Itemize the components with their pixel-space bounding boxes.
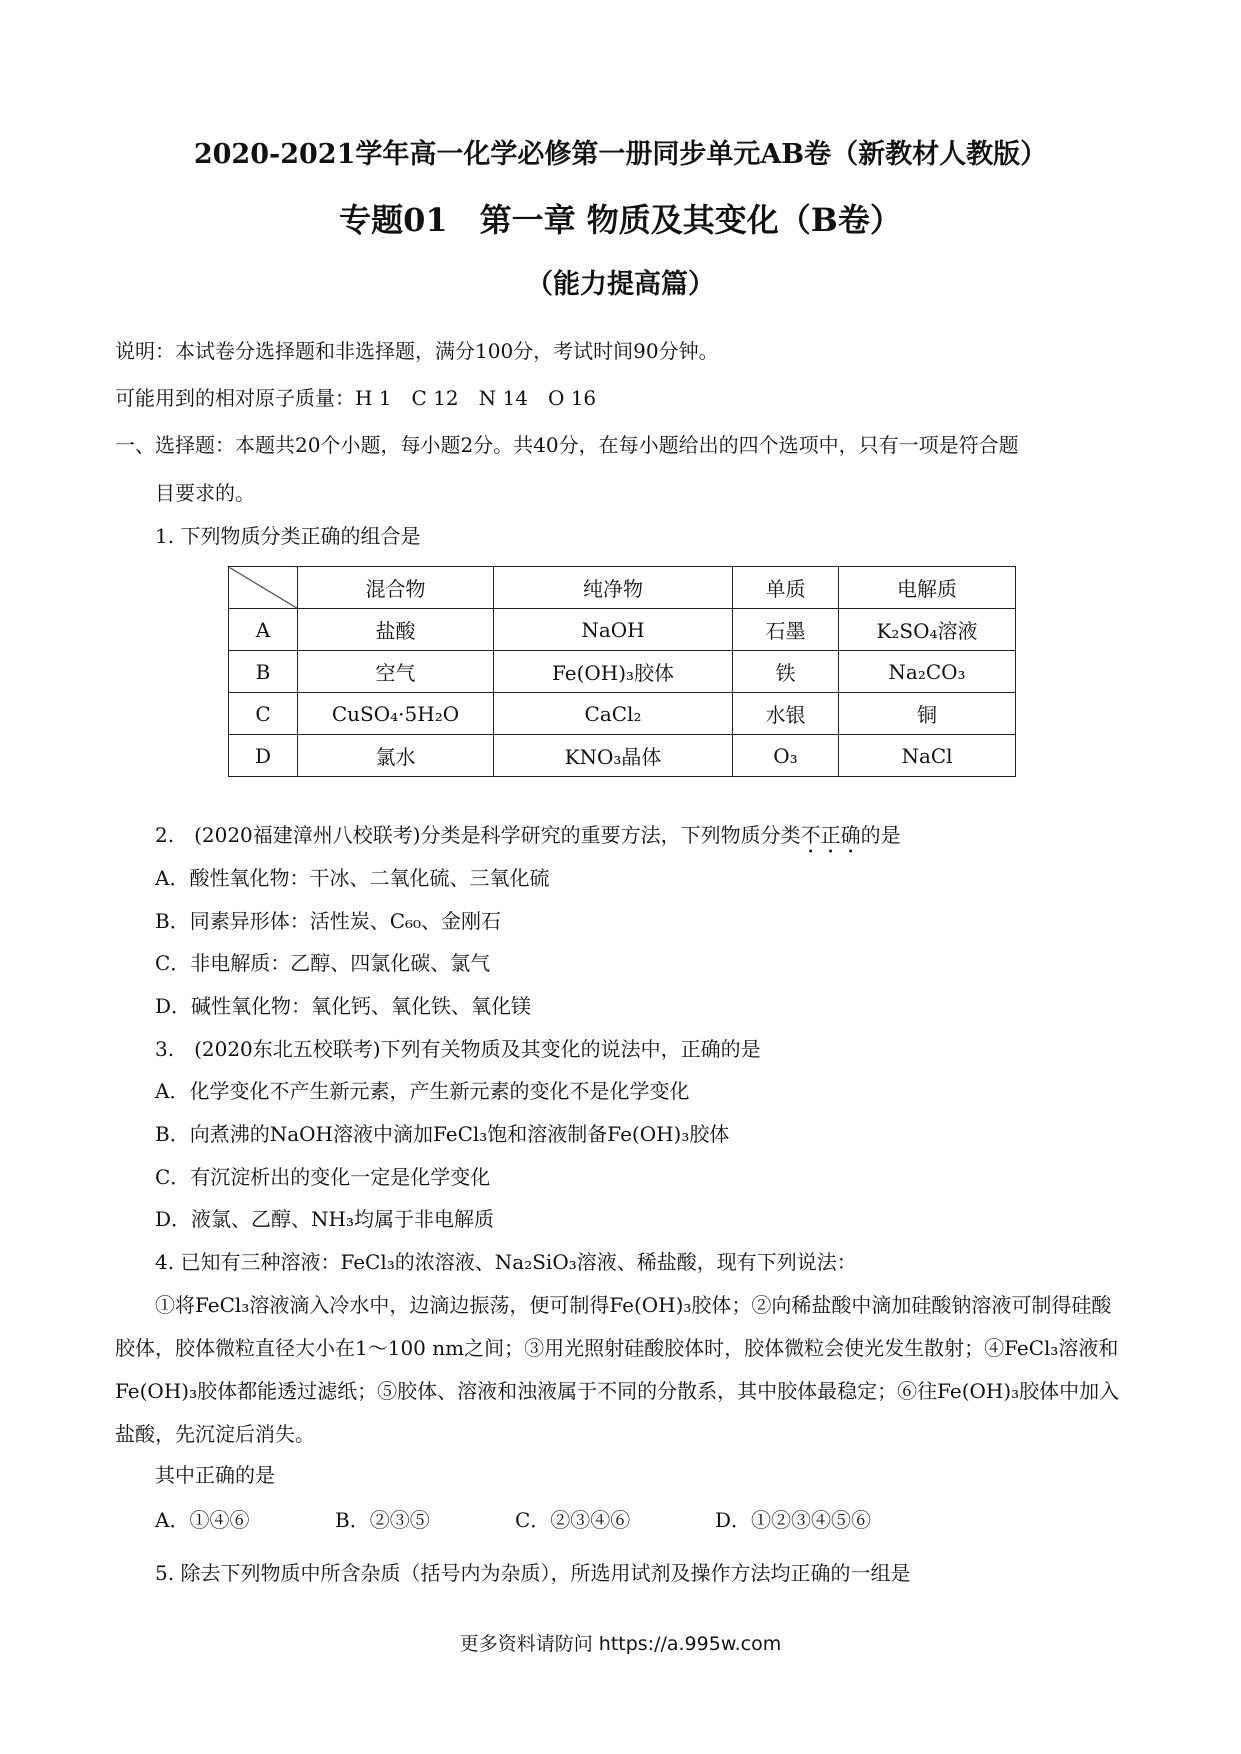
table-cell: Fe(OH)₃胶体: [494, 651, 733, 693]
table-cell: 石墨: [733, 609, 839, 651]
question-1-stem: 1. 下列物质分类正确的组合是: [155, 524, 421, 548]
table-cell: CuSO₄·5H₂O: [298, 693, 494, 735]
table-cell: 氯水: [298, 735, 494, 777]
table-cell: 水银: [733, 693, 839, 735]
question-5-stem: 5. 除去下列物质中所含杂质（括号内为杂质），所选用试剂及操作方法均正确的一组是: [155, 1561, 911, 1585]
question-2-option-c: C．非电解质：乙醇、四氯化碳、氯气: [155, 951, 491, 975]
question-4-stem: 4. 已知有三种溶液：FeCl₃的浓溶液、Na₂SiO₃溶液、稀盐酸，现有下列说法：: [155, 1250, 857, 1274]
table-header-cell: 单质: [733, 567, 839, 609]
table-row: [229, 609, 1016, 651]
table-header-row: [229, 567, 1016, 609]
table-header-cell: 电解质: [839, 567, 1016, 609]
table-corner-cell: [229, 567, 298, 609]
table-row: [229, 651, 1016, 693]
table-cell: 铜: [839, 693, 1016, 735]
question-2-stem: [155, 821, 901, 858]
row-label: A: [229, 609, 298, 651]
question-2-emphasis: 不正确: [800, 823, 861, 847]
question-4-which: 其中正确的是: [155, 1463, 275, 1487]
table-cell: CaCl₂: [494, 693, 733, 735]
question-4-statements: ①将FeCl₃溶液滴入冷水中，边滴边振荡，便可制得Fe(OH)₃胶体；②向稀盐酸中滴加硅酸钠溶液可制得硅酸胶体，胶体微粒直径大小在1～100 nm之间；③用光照射硅酸胶体时，胶体微粒会使光发生散射；④FeCl₃溶液和Fe(OH)₃胶体都能透过滤纸；⑤胶体、溶液和浊液属于不同的分散系，其中胶体最稳定；⑥往Fe(OH)₃胶体中加入盐酸，先沉淀后消失。: [115, 1293, 1120, 1446]
row-label: C: [229, 693, 298, 735]
question-2-option-a: A．酸性氧化物：干冰、二氧化硫、三氧化硫: [155, 866, 550, 890]
table-cell: KNO₃晶体: [494, 735, 733, 777]
table-cell: O₃: [733, 735, 839, 777]
exam-series-title: 2020-2021学年高一化学必修第一册同步单元AB卷（新教材人教版）: [193, 139, 1048, 170]
table-cell: 盐酸: [298, 609, 494, 651]
question-4-option-c: C．②③④⑥: [515, 1508, 631, 1532]
question-4-option-a: A．①④⑥: [155, 1508, 250, 1532]
question-3-stem: 3. (2020东北五校联考)下列有关物质及其变化的说法中，正确的是: [155, 1037, 761, 1061]
question-4-option-d: D．①②③④⑤⑥: [715, 1508, 872, 1532]
section1-instruction-cont: 目要求的。: [155, 481, 255, 505]
row-label: B: [229, 651, 298, 693]
table-cell: NaCl: [839, 735, 1016, 777]
question-3-option-b: B．向煮沸的NaOH溶液中滴加FeCl₃饱和溶液制备Fe(OH)₃胶体: [155, 1122, 730, 1146]
table-cell: 铁: [733, 651, 839, 693]
footer-link-text[interactable]: 更多资料请防问 https://a.995w.com: [459, 1633, 782, 1655]
table-cell: K₂SO₄溶液: [839, 609, 1016, 651]
exam-topic-title: 专题01 第一章 物质及其变化（B卷）: [339, 201, 902, 239]
exam-note: 说明：本试卷分选择题和非选择题，满分100分，考试时间90分钟。: [115, 339, 719, 363]
table-cell: 空气: [298, 651, 494, 693]
atomic-mass-line: 可能用到的相对原子质量：H 1 C 12 N 14 O 16: [115, 386, 597, 410]
question-2-stem-end: 的是: [860, 823, 901, 847]
question-2-option-b: B．同素异形体：活性炭、C₆₀、金刚石: [155, 909, 502, 933]
question-2-option-d: D．碱性氧化物：氧化钙、氧化铁、氧化镁: [155, 994, 532, 1018]
question-4-option-b: B．②③⑤: [335, 1508, 430, 1532]
table-header-cell: 混合物: [298, 567, 494, 609]
exam-subtitle: （能力提高篇）: [526, 269, 715, 300]
classification-table: [228, 566, 1016, 777]
table-header-cell: 纯净物: [494, 567, 733, 609]
table-cell: NaOH: [494, 609, 733, 651]
table-row: [229, 735, 1016, 777]
question-3-option-a: A．化学变化不产生新元素，产生新元素的变化不是化学变化: [155, 1079, 690, 1103]
section1-instruction: 一、选择题：本题共20个小题，每小题2分。共40分，在每小题给出的四个选项中，只有一项是符合题: [115, 433, 1019, 457]
table-row: [229, 693, 1016, 735]
table-cell: Na₂CO₃: [839, 651, 1016, 693]
question-2-stem-text: 2. (2020福建漳州八校联考)分类是科学研究的重要方法，下列物质分类: [155, 823, 801, 847]
question-3-option-c: C．有沉淀析出的变化一定是化学变化: [155, 1165, 491, 1189]
row-label: D: [229, 735, 298, 777]
question-3-option-d: D．液氯、乙醇、NH₃均属于非电解质: [155, 1207, 494, 1231]
